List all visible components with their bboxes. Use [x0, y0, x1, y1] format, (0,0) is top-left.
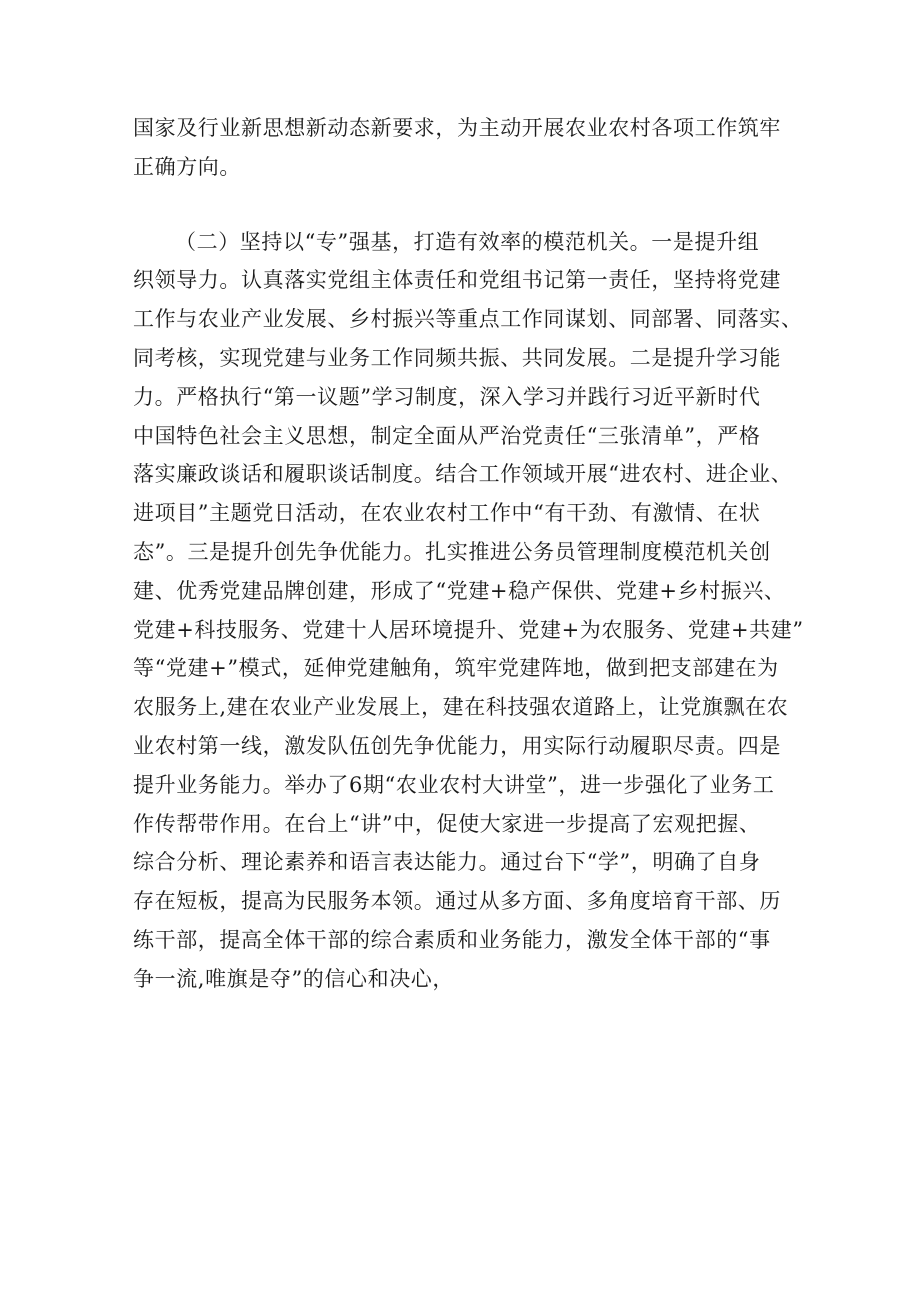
text-line: 党建+科技服务、党建十人居环境提升、党建+为农服务、党建+共建” — [133, 617, 804, 642]
text-line: 等“党建+”模式，延伸党建触角，筑牢党建阵地，做到把支部建在为 — [133, 656, 779, 681]
text-line: 练干部，提高全体干部的综合素质和业务能力，激发全体干部的“事 — [133, 927, 771, 952]
text-line: 作传帮带作用。在台上“讲”中，促使大家进一步提高了宏观把握、 — [133, 811, 761, 836]
document-body — [133, 109, 803, 999]
text-line: 落实廉政谈话和履职谈话制度。结合工作领域开展“进农村、进企业、 — [133, 462, 793, 487]
text-line: 工作与农业产业发展、乡村振兴等重点工作同谋划、同部署、同落实、 — [133, 307, 803, 332]
text-line: 国家及行业新思想新动态新要求，为主动开展农业农村各项工作筑牢 — [133, 116, 781, 140]
text-line: 进项目”主题党日活动，在农业农村工作中“有干劲、有激情、在状 — [133, 501, 761, 526]
text-line: 综合分析、理论素养和语言表达能力。通过台下“学”，明确了自身 — [133, 850, 761, 875]
text-line: 农服务上,建在农业产业发展上，建在科技强农道路上，让党旗飘在农 — [133, 695, 789, 720]
text-line: 力。严格执行“第一议题”学习制度，深入学习并践行习近平新时代 — [133, 384, 761, 409]
text-line: 存在短板，提高为民服务本领。通过从多方面、多角度培育干部、历 — [133, 889, 781, 914]
text-line: 织领导力。认真落实党组主体责任和党组书记第一责任，坚持将党建 — [133, 268, 781, 293]
paragraph-gap — [133, 187, 803, 223]
text-line: 态”。三是提升创先争优能力。扎实推进公务员管理制度模范机关创 — [133, 539, 771, 564]
text-line: 中国特色社会主义思想，制定全面从严治党责任“三张清单”，严格 — [133, 423, 761, 448]
text-line: 建、优秀党建品牌创建，形成了“党建+稳产保供、党建+乡村振兴、 — [133, 578, 786, 603]
text-line: 业农村第一线，激发队伍创先争优能力，用实际行动履职尽责。四是 — [133, 733, 781, 758]
text-line: 同考核，实现党建与业务工作同频共振、共同发展。二是提升学习能 — [133, 345, 781, 370]
text-line: 争一流,唯旗是夺”的信心和决心， — [133, 966, 455, 991]
section-heading-line: （二）坚持以“专”强基，打造有效率的模范机关。一是提升组 — [175, 229, 760, 254]
text-line: 正确方向。 — [133, 154, 241, 179]
text-line: 提升业务能力。举办了6期“农业农村大讲堂”，进一步强化了业务工 — [133, 772, 775, 797]
